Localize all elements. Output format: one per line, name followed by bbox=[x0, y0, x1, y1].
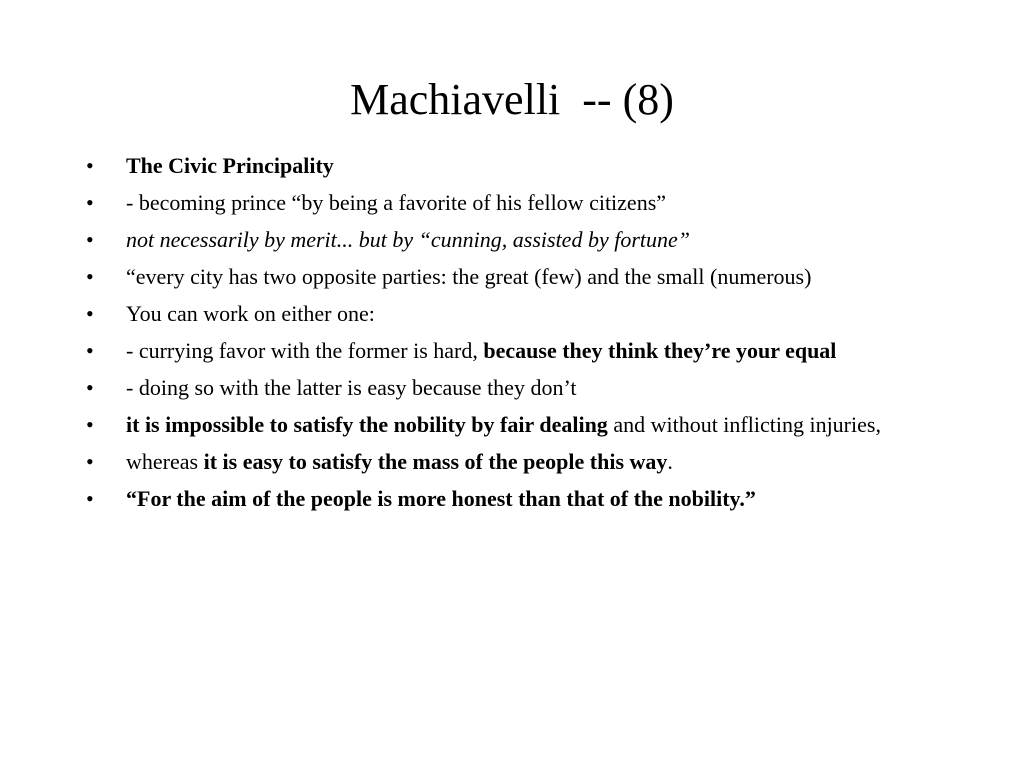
bullet-segment: The Civic Principality bbox=[126, 153, 334, 178]
bullet-segment: - currying favor with the former is hard, bbox=[126, 338, 484, 363]
bullet-segment: not necessarily by merit... but by “cunning, assisted by fortune” bbox=[126, 227, 690, 252]
bullet-text bbox=[126, 410, 942, 440]
bullet-item bbox=[82, 410, 942, 440]
bullet-segment-bold: it is impossible to satisfy the nobility by fair dealing bbox=[126, 412, 608, 437]
bullet-item bbox=[82, 151, 942, 181]
bullet-segment: whereas bbox=[126, 449, 204, 474]
bullet-item bbox=[82, 447, 942, 477]
bullet-text bbox=[126, 299, 942, 329]
bullet-segment: - doing so with the latter is easy because they don’t bbox=[126, 375, 577, 400]
bullet-segment: - becoming prince “by being a favorite of his fellow citizens” bbox=[126, 190, 667, 215]
bullet-text bbox=[126, 484, 942, 514]
bullet-dot-icon: • bbox=[86, 153, 94, 178]
bullet-segment-bold: because they think they’re your equal bbox=[483, 338, 837, 363]
bullet-dot-icon: • bbox=[86, 412, 94, 437]
bullet-dot-icon: • bbox=[86, 301, 94, 326]
bullet-text bbox=[126, 188, 942, 218]
bullet-segment: You can work on either one: bbox=[126, 301, 375, 326]
bullet-dot-icon: • bbox=[86, 375, 94, 400]
bullet-segment: “every city has two opposite parties: the great (few) and the small (numerous) bbox=[126, 264, 812, 289]
bullet-segment: . bbox=[667, 449, 673, 474]
bullet-item bbox=[82, 299, 942, 329]
bullet-dot-icon: • bbox=[86, 264, 94, 289]
bullet-text bbox=[126, 447, 942, 477]
bullet-item bbox=[82, 484, 942, 514]
bullet-text bbox=[126, 225, 942, 255]
bullet-dot-icon: • bbox=[86, 190, 94, 215]
bullet-dot-icon: • bbox=[86, 227, 94, 252]
bullet-segment-bold: it is easy to satisfy the mass of the people this way bbox=[203, 449, 668, 474]
bullet-dot-icon: • bbox=[86, 449, 94, 474]
bullet-dot-icon: • bbox=[86, 338, 94, 363]
bullet-segment: and without inflicting injuries, bbox=[607, 412, 881, 437]
bullet-text bbox=[126, 373, 942, 403]
bullet-item bbox=[82, 373, 942, 403]
bullet-text bbox=[126, 336, 942, 366]
bullet-segment-bold: “For the aim of the people is more honest than that of the nobility.” bbox=[126, 486, 756, 511]
bullet-item bbox=[82, 336, 942, 366]
bullet-dot-icon: • bbox=[86, 486, 94, 511]
bullet-item bbox=[82, 188, 942, 218]
slide-title: Machiavelli -- (8) bbox=[350, 75, 674, 124]
bullet-list bbox=[82, 151, 942, 521]
bullet-text bbox=[126, 151, 942, 181]
bullet-item bbox=[82, 262, 942, 292]
bullet-item bbox=[82, 225, 942, 255]
bullet-text bbox=[126, 262, 942, 292]
